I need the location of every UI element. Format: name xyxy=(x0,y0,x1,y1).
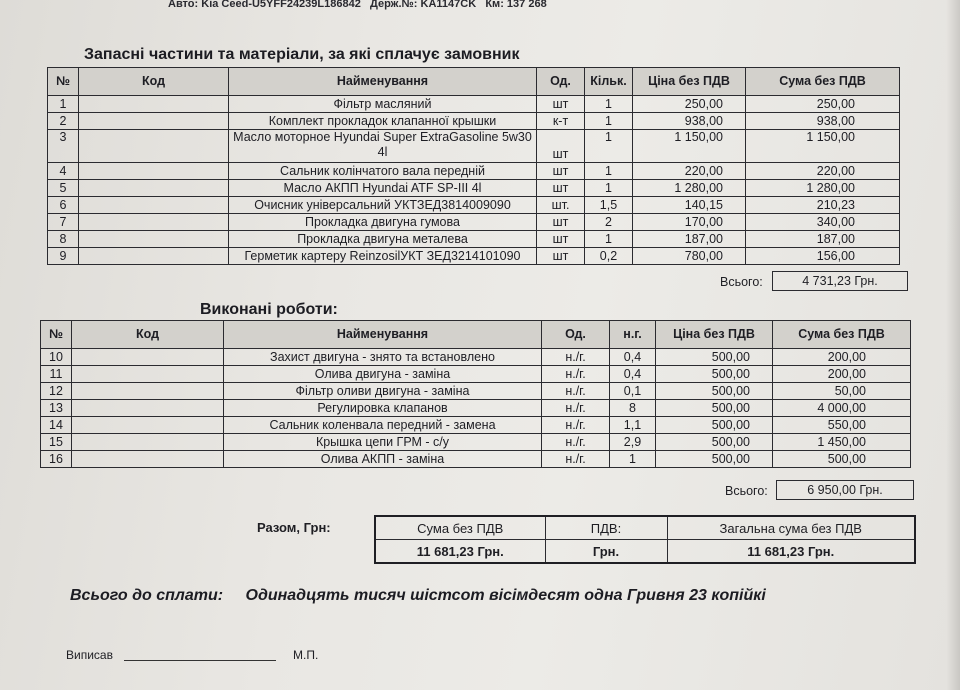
cell-unit: н./г. xyxy=(542,451,610,468)
cell-name: Герметик картеру ReinzosilУКТ ЗЕД3214101090 xyxy=(229,248,537,265)
parts-col-header: Ціна без ПДВ xyxy=(633,68,746,96)
table-row xyxy=(41,349,911,366)
parts-header-row xyxy=(48,68,900,96)
works-col-header: Ціна без ПДВ xyxy=(656,321,773,349)
stamp-label: М.П. xyxy=(293,648,319,662)
cell-code xyxy=(79,180,229,197)
cell-unit: шт xyxy=(537,180,585,197)
works-col-header: н.г. xyxy=(610,321,656,349)
table-row xyxy=(48,96,900,113)
cell-sum: 1 150,00 xyxy=(746,130,900,163)
cell-price: 1 280,00 xyxy=(633,180,746,197)
cell-name: Регулировка клапанов xyxy=(224,400,542,417)
cell-price: 780,00 xyxy=(633,248,746,265)
cell-sum: 200,00 xyxy=(773,366,911,383)
works-col-header: Найменування xyxy=(224,321,542,349)
cell-name: Сальник колінчатого вала передній xyxy=(229,163,537,180)
cell-sum: 200,00 xyxy=(773,349,911,366)
cell-no: 2 xyxy=(48,113,79,130)
summary-head-total: Загальна сума без ПДВ xyxy=(667,516,915,540)
cell-sum: 1 280,00 xyxy=(746,180,900,197)
cell-sum: 156,00 xyxy=(746,248,900,265)
cell-name: Крышка цепи ГРМ - с/у xyxy=(224,434,542,451)
cell-name: Олива АКПП - заміна xyxy=(224,451,542,468)
to-pay-text: Одинадцять тисяч шістсот вісімдесят одна Гривня 23 копійкі xyxy=(245,587,766,604)
table-row xyxy=(48,197,900,214)
cell-price: 220,00 xyxy=(633,163,746,180)
cell-unit: шт xyxy=(537,248,585,265)
parts-col-header: Код xyxy=(79,68,229,96)
works-header-row xyxy=(41,321,911,349)
cell-name: Комплект прокладок клапанної крышки xyxy=(229,113,537,130)
cell-no: 14 xyxy=(41,417,72,434)
cell-no: 6 xyxy=(48,197,79,214)
cell-price: 500,00 xyxy=(656,400,773,417)
cell-unit: н./г. xyxy=(542,434,610,451)
cell-sum: 550,00 xyxy=(773,417,911,434)
cell-price: 1 150,00 xyxy=(633,130,746,163)
works-col-header: Сума без ПДВ xyxy=(773,321,911,349)
cell-unit: шт xyxy=(537,231,585,248)
cell-name: Фільтр масляний xyxy=(229,96,537,113)
summary-value-row xyxy=(375,540,915,564)
cell-price: 140,15 xyxy=(633,197,746,214)
cell-price: 500,00 xyxy=(656,349,773,366)
cell-unit: н./г. xyxy=(542,366,610,383)
cell-qty: 2 xyxy=(585,214,633,231)
cell-price: 170,00 xyxy=(633,214,746,231)
works-col-header: Од. xyxy=(542,321,610,349)
cell-sum: 187,00 xyxy=(746,231,900,248)
cell-qty: 1 xyxy=(585,180,633,197)
cell-no: 11 xyxy=(41,366,72,383)
parts-table xyxy=(47,67,900,265)
parts-total-label: Всього: xyxy=(720,275,763,289)
km-label: Км: xyxy=(485,0,504,10)
cell-qty: 1 xyxy=(585,163,633,180)
cell-code xyxy=(79,96,229,113)
cell-qty: 0,4 xyxy=(610,366,656,383)
cell-price: 500,00 xyxy=(656,417,773,434)
table-row xyxy=(41,434,911,451)
cell-no: 7 xyxy=(48,214,79,231)
parts-total-value: 4 731,23 Грн. xyxy=(772,271,908,291)
parts-col-header: Кільк. xyxy=(585,68,633,96)
cell-name: Олива двигуна - заміна xyxy=(224,366,542,383)
table-row xyxy=(48,231,900,248)
cell-qty: 0,2 xyxy=(585,248,633,265)
cell-name: Сальник коленвала передний - замена xyxy=(224,417,542,434)
summary-table xyxy=(374,515,916,564)
cell-unit: шт xyxy=(537,163,585,180)
cell-sum: 938,00 xyxy=(746,113,900,130)
amount-in-words xyxy=(70,587,766,605)
cell-code xyxy=(72,349,224,366)
cell-name: Фільтр оливи двигуна - заміна xyxy=(224,383,542,400)
cell-code xyxy=(79,248,229,265)
signature-line xyxy=(124,660,276,661)
cell-unit: н./г. xyxy=(542,417,610,434)
works-col-header: № xyxy=(41,321,72,349)
cell-qty: 8 xyxy=(610,400,656,417)
cell-unit: н./г. xyxy=(542,349,610,366)
cell-qty: 1 xyxy=(585,130,633,163)
cell-sum: 4 000,00 xyxy=(773,400,911,417)
cell-sum: 210,23 xyxy=(746,197,900,214)
reg-label: Держ.№: xyxy=(370,0,418,10)
cell-unit: н./г. xyxy=(542,400,610,417)
cell-sum: 1 450,00 xyxy=(773,434,911,451)
table-row xyxy=(48,163,900,180)
cell-no: 16 xyxy=(41,451,72,468)
cell-sum: 50,00 xyxy=(773,383,911,400)
cell-unit: шт xyxy=(537,130,585,163)
cell-sum: 340,00 xyxy=(746,214,900,231)
reg-value: KA1147CK xyxy=(420,0,477,10)
parts-col-header: Найменування xyxy=(229,68,537,96)
cell-code xyxy=(79,113,229,130)
summary-head-vat: ПДВ: xyxy=(545,516,667,540)
cell-name: Масло АКПП Hyundai ATF SP-III 4l xyxy=(229,180,537,197)
cell-code xyxy=(79,231,229,248)
cell-qty: 1,5 xyxy=(585,197,633,214)
cell-price: 500,00 xyxy=(656,451,773,468)
cell-unit: к-т xyxy=(537,113,585,130)
paper-edge-shadow xyxy=(946,0,960,690)
parts-col-header: Од. xyxy=(537,68,585,96)
cell-qty: 0,1 xyxy=(610,383,656,400)
cell-code xyxy=(72,451,224,468)
cell-sum: 220,00 xyxy=(746,163,900,180)
cell-qty: 1 xyxy=(585,96,633,113)
works-total-value: 6 950,00 Грн. xyxy=(776,480,914,500)
cell-qty: 0,4 xyxy=(610,349,656,366)
cell-price: 500,00 xyxy=(656,383,773,400)
cell-no: 13 xyxy=(41,400,72,417)
cell-no: 4 xyxy=(48,163,79,180)
cell-sum: 500,00 xyxy=(773,451,911,468)
cell-name: Прокладка двигуна металева xyxy=(229,231,537,248)
cell-no: 3 xyxy=(48,130,79,163)
cell-qty: 1 xyxy=(585,231,633,248)
works-total-label: Всього: xyxy=(725,484,768,498)
cell-code xyxy=(72,434,224,451)
parts-col-header: Сума без ПДВ xyxy=(746,68,900,96)
summary-total-value: 11 681,23 Грн. xyxy=(667,540,915,564)
summary-head-sum: Сума без ПДВ xyxy=(375,516,545,540)
cell-code xyxy=(72,417,224,434)
cell-no: 1 xyxy=(48,96,79,113)
cell-no: 8 xyxy=(48,231,79,248)
summary-vat-value: Грн. xyxy=(545,540,667,564)
cell-no: 15 xyxy=(41,434,72,451)
table-row xyxy=(41,451,911,468)
table-row xyxy=(48,113,900,130)
car-label: Авто: xyxy=(168,0,199,10)
cell-price: 500,00 xyxy=(656,366,773,383)
km-value: 137 268 xyxy=(506,0,547,10)
summary-head-row xyxy=(375,516,915,540)
issued-by-label: Виписав xyxy=(66,648,113,662)
cell-code xyxy=(72,400,224,417)
to-pay-label: Всього до сплати: xyxy=(70,587,224,604)
cell-code xyxy=(79,197,229,214)
summary-label: Разом, Грн: xyxy=(257,520,331,535)
parts-col-header: № xyxy=(48,68,79,96)
works-title: Виконані роботи: xyxy=(200,301,338,318)
cell-name: Очисник універсальний УКТЗЕД3814009090 xyxy=(229,197,537,214)
cell-no: 9 xyxy=(48,248,79,265)
cell-name: Масло моторное Hyundai Super ExtraGasoline 5w30 4l xyxy=(229,130,537,163)
cell-price: 938,00 xyxy=(633,113,746,130)
cell-sum: 250,00 xyxy=(746,96,900,113)
cell-code xyxy=(79,130,229,163)
cell-qty: 1,1 xyxy=(610,417,656,434)
cell-code xyxy=(72,366,224,383)
works-col-header: Код xyxy=(72,321,224,349)
cell-no: 12 xyxy=(41,383,72,400)
cell-code xyxy=(79,214,229,231)
car-value: Kia Ceed-U5YFF24239L186842 xyxy=(201,0,361,10)
table-row xyxy=(41,400,911,417)
table-row xyxy=(41,366,911,383)
cell-qty: 1 xyxy=(610,451,656,468)
table-row xyxy=(41,417,911,434)
cell-price: 500,00 xyxy=(656,434,773,451)
cell-code xyxy=(72,383,224,400)
cell-no: 10 xyxy=(41,349,72,366)
cell-unit: шт xyxy=(537,96,585,113)
cell-name: Захист двигуна - знято та встановлено xyxy=(224,349,542,366)
table-row xyxy=(48,130,900,163)
cell-name: Прокладка двигуна гумова xyxy=(229,214,537,231)
cell-price: 187,00 xyxy=(633,231,746,248)
cell-price: 250,00 xyxy=(633,96,746,113)
cell-qty: 1 xyxy=(585,113,633,130)
cell-no: 5 xyxy=(48,180,79,197)
table-row xyxy=(48,214,900,231)
table-row xyxy=(48,180,900,197)
works-table xyxy=(40,320,911,468)
vehicle-header xyxy=(168,0,547,10)
table-row xyxy=(48,248,900,265)
parts-title: Запасні частини та матеріали, за які сплачує замовник xyxy=(84,46,520,63)
cell-unit: н./г. xyxy=(542,383,610,400)
cell-unit: шт. xyxy=(537,197,585,214)
summary-sum-value: 11 681,23 Грн. xyxy=(375,540,545,564)
cell-code xyxy=(79,163,229,180)
cell-unit: шт xyxy=(537,214,585,231)
cell-qty: 2,9 xyxy=(610,434,656,451)
table-row xyxy=(41,383,911,400)
